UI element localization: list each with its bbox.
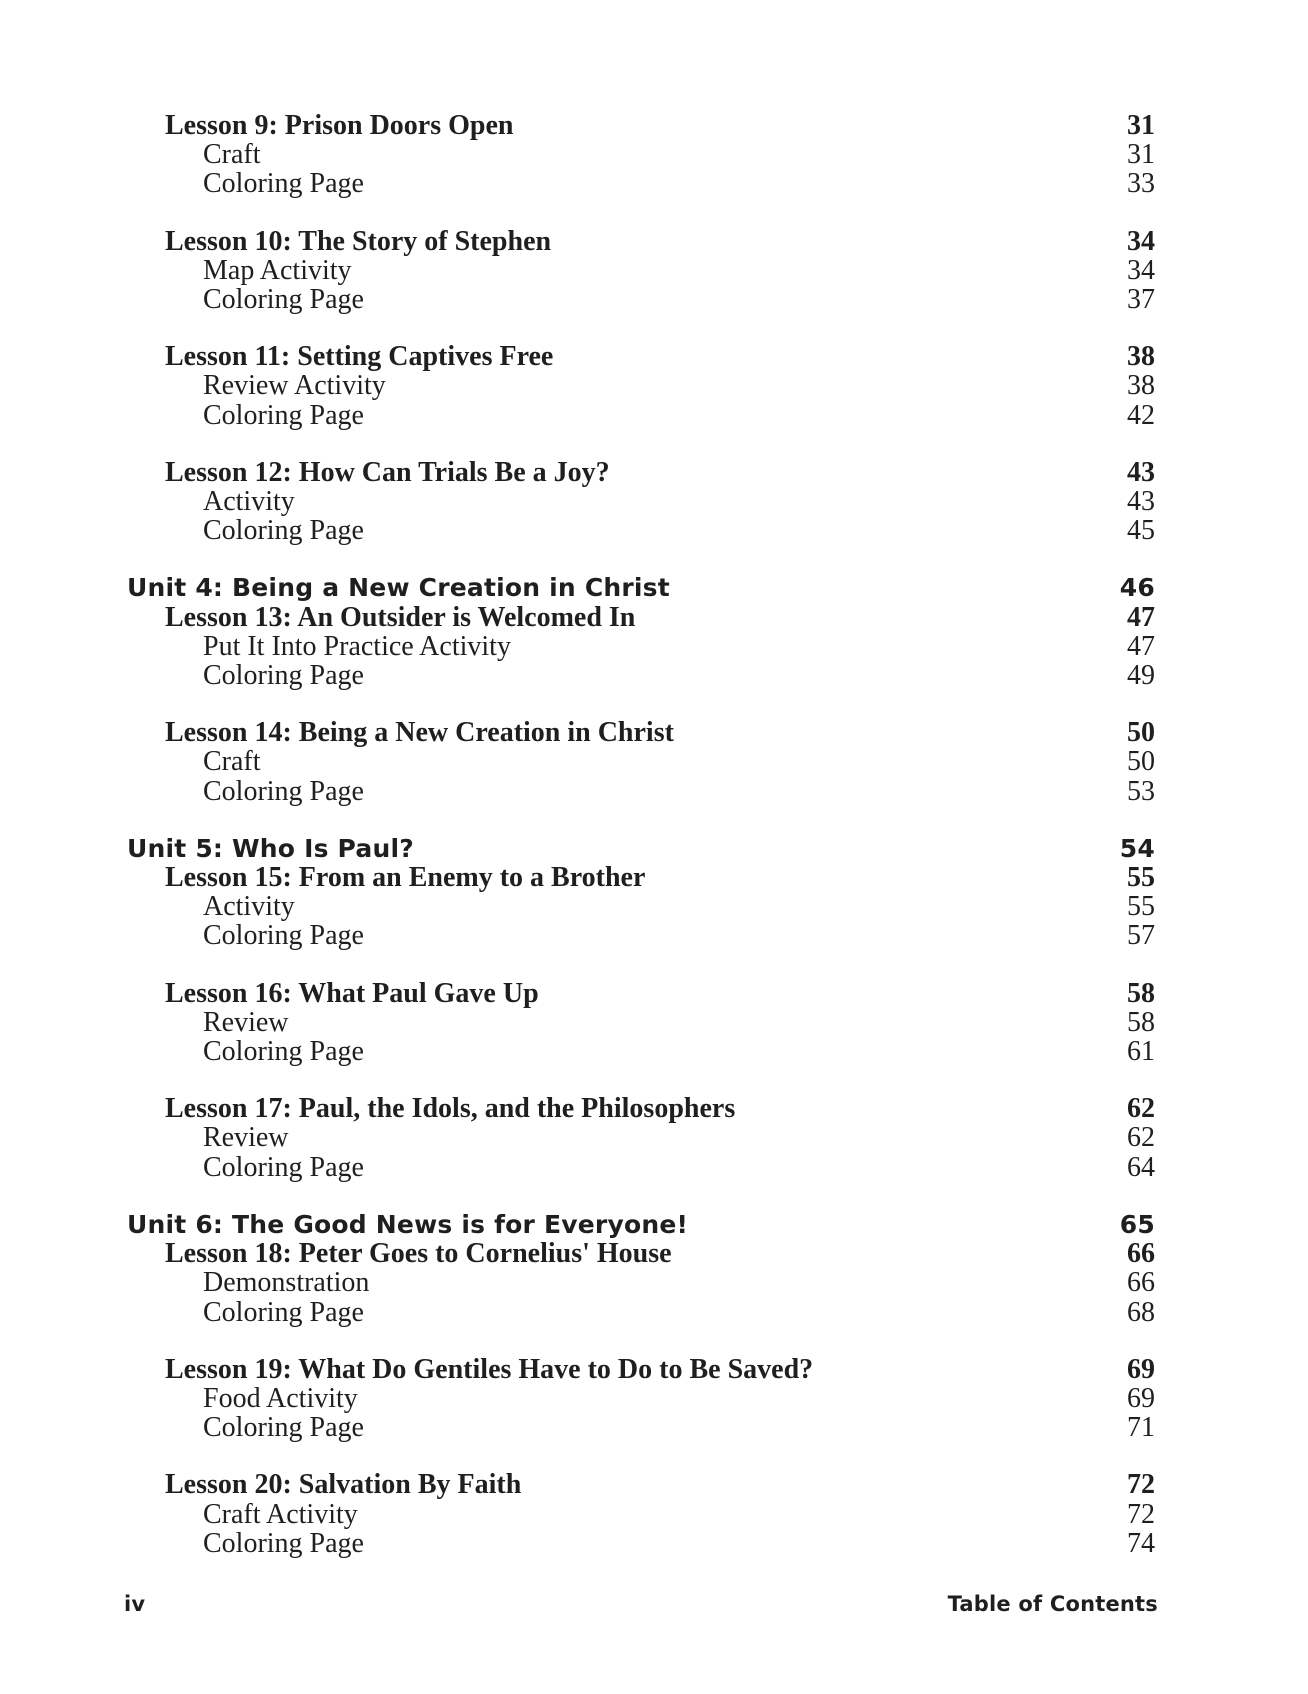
entry-label: Coloring Page: [203, 1296, 364, 1328]
entry-page-number: 55: [1127, 862, 1155, 894]
toc-sub-row: [127, 1008, 1155, 1037]
toc-unit-row: [127, 834, 1155, 863]
toc-sub-row: [127, 1268, 1155, 1297]
entry-label: Map Activity: [203, 254, 352, 286]
toc-lesson-row: [127, 1355, 1155, 1384]
entry-label: Review: [203, 1006, 289, 1038]
entry-label: Craft: [203, 746, 261, 778]
toc-block: [127, 834, 1155, 951]
entry-label: Unit 4: Being a New Creation in Christ: [127, 573, 670, 603]
entry-page-number: 38: [1127, 341, 1155, 373]
entry-page-number: 53: [1127, 775, 1155, 807]
entry-page-number: 69: [1127, 1382, 1155, 1414]
toc-sub-row: [127, 1298, 1155, 1327]
entry-page-number: 43: [1127, 486, 1155, 518]
entry-page-number: 38: [1127, 370, 1155, 402]
entry-page-number: 54: [1119, 833, 1155, 863]
entry-page-number: 46: [1119, 573, 1155, 603]
toc-block: [127, 1210, 1155, 1327]
toc-unit-row: [127, 1210, 1155, 1239]
toc-lesson-row: [127, 111, 1155, 140]
entry-page-number: 47: [1127, 601, 1155, 633]
entry-label: Put It Into Practice Activity: [203, 630, 511, 662]
entry-label: Lesson 12: How Can Trials Be a Joy?: [165, 456, 610, 488]
entry-label: Craft Activity: [203, 1498, 358, 1530]
toc-lesson-row: [127, 458, 1155, 487]
entry-label: Coloring Page: [203, 1527, 364, 1559]
entry-label: Coloring Page: [203, 515, 364, 547]
toc-sub-row: [127, 371, 1155, 400]
entry-label: Lesson 14: Being a New Creation in Christ: [165, 717, 674, 749]
entry-page-number: 65: [1119, 1209, 1155, 1239]
toc-sub-row: [127, 1529, 1155, 1558]
toc-lesson-row: [127, 603, 1155, 632]
toc-block: [127, 1470, 1155, 1558]
entry-label: Lesson 19: What Do Gentiles Have to Do to Be Saved?: [165, 1353, 814, 1385]
entry-label: Review Activity: [203, 370, 386, 402]
entry-page-number: 71: [1127, 1412, 1155, 1444]
toc-sub-row: [127, 1500, 1155, 1529]
entry-page-number: 55: [1127, 891, 1155, 923]
entry-page-number: 47: [1127, 630, 1155, 662]
entry-page-number: 37: [1127, 284, 1155, 316]
toc-block: [127, 111, 1155, 199]
toc-sub-row: [127, 1037, 1155, 1066]
entry-label: Lesson 15: From an Enemy to a Brother: [165, 862, 646, 894]
toc-lesson-row: [127, 1094, 1155, 1123]
entry-page-number: 31: [1127, 139, 1155, 171]
entry-page-number: 74: [1127, 1527, 1155, 1559]
toc-lesson-row: [127, 718, 1155, 747]
entry-label: Lesson 16: What Paul Gave Up: [165, 977, 539, 1009]
toc-sub-row: [127, 140, 1155, 169]
entry-label: Review: [203, 1122, 289, 1154]
entry-label: Unit 6: The Good News is for Everyone!: [127, 1209, 689, 1239]
toc-block: [127, 1355, 1155, 1443]
footer-section-title: Table of Contents: [947, 1592, 1158, 1616]
toc-unit-row: [127, 573, 1155, 602]
entry-page-number: 50: [1127, 746, 1155, 778]
toc-sub-row: [127, 632, 1155, 661]
toc-block: [127, 458, 1155, 546]
entry-label: Craft: [203, 139, 261, 171]
toc-sub-row: [127, 1123, 1155, 1152]
entry-page-number: 43: [1127, 456, 1155, 488]
entry-page-number: 61: [1127, 1036, 1155, 1068]
toc-sub-row: [127, 487, 1155, 516]
entry-page-number: 58: [1127, 1006, 1155, 1038]
toc-list: [127, 111, 1155, 1586]
entry-label: Coloring Page: [203, 775, 364, 807]
entry-page-number: 66: [1127, 1238, 1155, 1270]
toc-sub-row: [127, 1413, 1155, 1442]
toc-sub-row: [127, 516, 1155, 545]
toc-sub-row: [127, 1153, 1155, 1182]
toc-sub-row: [127, 401, 1155, 430]
entry-page-number: 42: [1127, 399, 1155, 431]
toc-lesson-row: [127, 342, 1155, 371]
entry-label: Coloring Page: [203, 1151, 364, 1183]
toc-sub-row: [127, 892, 1155, 921]
entry-page-number: 72: [1127, 1469, 1155, 1501]
entry-label: Lesson 11: Setting Captives Free: [165, 341, 554, 373]
entry-page-number: 50: [1127, 717, 1155, 749]
entry-page-number: 34: [1127, 225, 1155, 257]
entry-page-number: 57: [1127, 920, 1155, 952]
toc-sub-row: [127, 169, 1155, 198]
toc-sub-row: [127, 661, 1155, 690]
toc-sub-row: [127, 777, 1155, 806]
entry-label: Coloring Page: [203, 168, 364, 200]
entry-page-number: 45: [1127, 515, 1155, 547]
entry-label: Lesson 9: Prison Doors Open: [165, 110, 514, 141]
entry-label: Coloring Page: [203, 920, 364, 952]
entry-page-number: 33: [1127, 168, 1155, 200]
entry-page-number: 64: [1127, 1151, 1155, 1183]
toc-block: [127, 227, 1155, 315]
toc-sub-row: [127, 747, 1155, 776]
toc-block: [127, 718, 1155, 806]
entry-label: Coloring Page: [203, 660, 364, 692]
entry-label: Lesson 10: The Story of Stephen: [165, 225, 552, 257]
entry-label: Demonstration: [203, 1267, 370, 1299]
entry-page-number: 62: [1127, 1122, 1155, 1154]
entry-page-number: 66: [1127, 1267, 1155, 1299]
entry-page-number: 31: [1127, 110, 1155, 141]
entry-page-number: 58: [1127, 977, 1155, 1009]
toc-lesson-row: [127, 979, 1155, 1008]
toc-lesson-row: [127, 227, 1155, 256]
entry-label: Lesson 18: Peter Goes to Cornelius' House: [165, 1238, 672, 1270]
toc-block: [127, 1094, 1155, 1182]
toc-block: [127, 342, 1155, 430]
entry-label: Coloring Page: [203, 399, 364, 431]
entry-label: Activity: [203, 891, 295, 923]
entry-page-number: 68: [1127, 1296, 1155, 1328]
entry-page-number: 62: [1127, 1093, 1155, 1125]
entry-label: Lesson 17: Paul, the Idols, and the Philosophers: [165, 1093, 736, 1125]
toc-lesson-row: [127, 1470, 1155, 1499]
toc-sub-row: [127, 256, 1155, 285]
entry-label: Lesson 20: Salvation By Faith: [165, 1469, 522, 1501]
entry-label: Coloring Page: [203, 284, 364, 316]
entry-label: Unit 5: Who Is Paul?: [127, 833, 414, 863]
toc-sub-row: [127, 1384, 1155, 1413]
toc-block: [127, 573, 1155, 690]
entry-label: Activity: [203, 486, 295, 518]
toc-sub-row: [127, 921, 1155, 950]
toc-lesson-row: [127, 863, 1155, 892]
footer-page-number: iv: [124, 1592, 146, 1616]
page-footer: [124, 1592, 1158, 1616]
entry-label: Lesson 13: An Outsider is Welcomed In: [165, 601, 636, 633]
entry-page-number: 49: [1127, 660, 1155, 692]
entry-page-number: 69: [1127, 1353, 1155, 1385]
entry-label: Food Activity: [203, 1382, 358, 1414]
toc-lesson-row: [127, 1239, 1155, 1268]
toc-block: [127, 979, 1155, 1067]
toc-sub-row: [127, 285, 1155, 314]
entry-page-number: 72: [1127, 1498, 1155, 1530]
entry-label: Coloring Page: [203, 1412, 364, 1444]
entry-label: Coloring Page: [203, 1036, 364, 1068]
entry-page-number: 34: [1127, 254, 1155, 286]
